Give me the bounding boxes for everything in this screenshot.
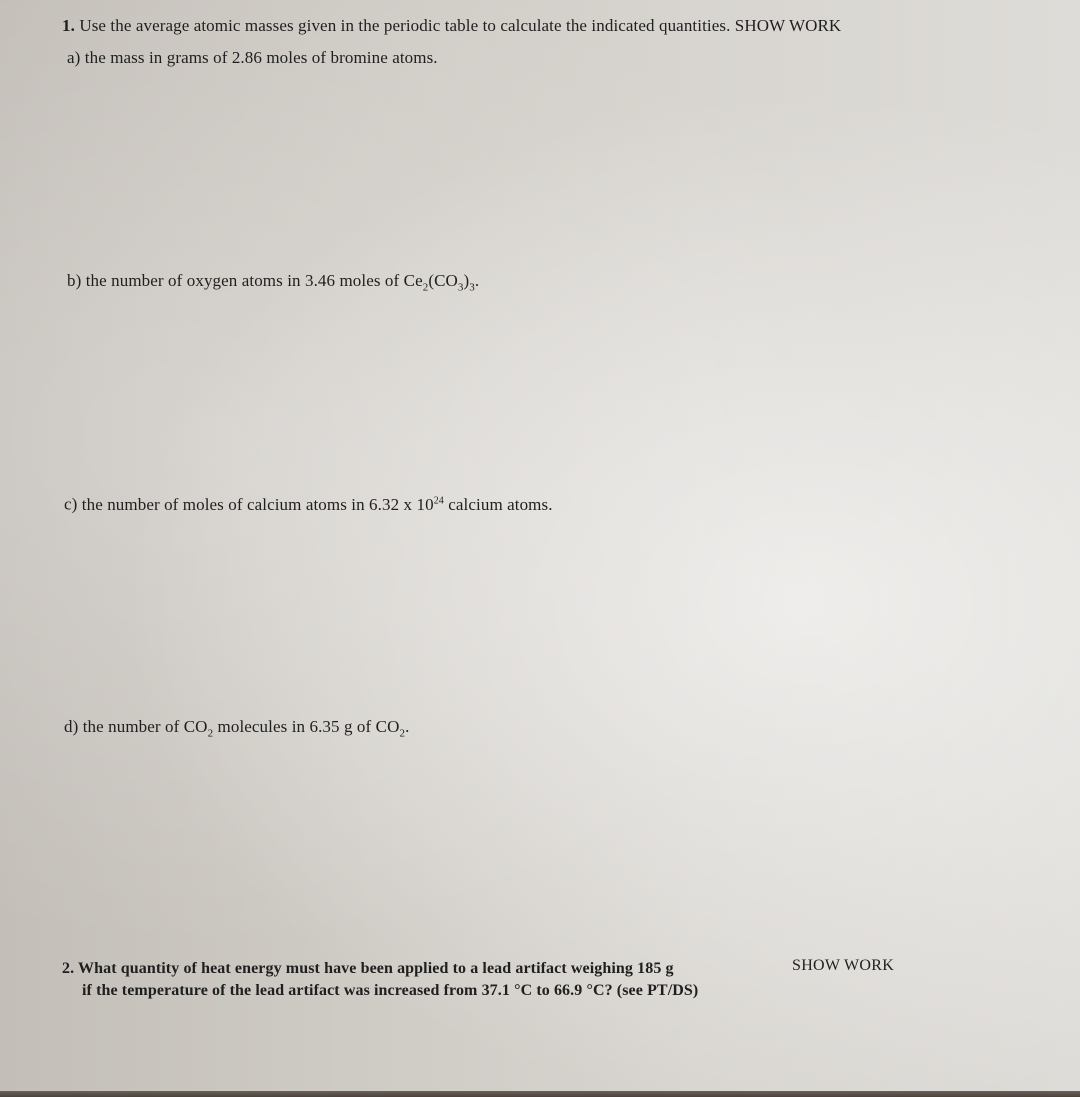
part-b-suffix: . [474, 271, 480, 290]
part-c-sup: 24 [433, 495, 444, 506]
question-2-number: 2. [62, 960, 75, 977]
part-c-label: c) [64, 494, 78, 514]
question-1d [64, 716, 409, 744]
question-2-line-2 [82, 980, 698, 1002]
part-d-sub1: 2 [207, 727, 214, 740]
question-1a [67, 47, 438, 69]
question-2-text-1: What quantity of heat energy must have been applied to a lead artifact weighing 185 g [78, 960, 674, 977]
part-c-suffix: calcium atoms. [443, 494, 553, 514]
table-edge [0, 1091, 1080, 1097]
part-b-prefix: the number of oxygen atoms in 3.46 moles of Ce [85, 271, 423, 290]
part-c-text [82, 495, 553, 514]
part-d-mid: molecules in 6.35 g of CO [213, 717, 400, 736]
part-d-prefix: the number of CO [82, 717, 208, 736]
part-b-sub3: 3 [469, 281, 475, 294]
part-c-prefix: the number of moles of calcium atoms in 6.32 x 10 [81, 494, 434, 514]
question-1-header [62, 15, 841, 37]
question-1-number: 1. [62, 16, 75, 35]
question-2-line-1 [62, 958, 674, 980]
part-b-sub1: 2 [422, 281, 429, 294]
question-1c [64, 490, 553, 516]
question-2-text-2: if the temperature of the lead artifact was increased from 37.1 °C to 66.9 °C? (see PT/DS) [82, 982, 699, 999]
show-work-label: SHOW WORK [792, 957, 895, 974]
part-d-text [82, 717, 410, 740]
part-b-label: b) [67, 271, 82, 290]
part-d-sub2: 2 [399, 727, 406, 740]
part-b-text [85, 271, 480, 294]
part-b-mid1: (CO [428, 271, 458, 290]
part-a-label: a) [67, 48, 81, 67]
question-1b [67, 270, 479, 298]
part-d-label: d) [64, 717, 79, 736]
part-a-text: the mass in grams of 2.86 moles of bromine atoms. [84, 48, 438, 67]
part-b-mid2: ) [463, 271, 470, 290]
part-d-suffix: . [405, 717, 410, 736]
question-1-text: Use the average atomic masses given in the periodic table to calculate the indicated quantities. SHOW WORK [79, 16, 842, 35]
part-b-sub2: 3 [457, 281, 464, 294]
